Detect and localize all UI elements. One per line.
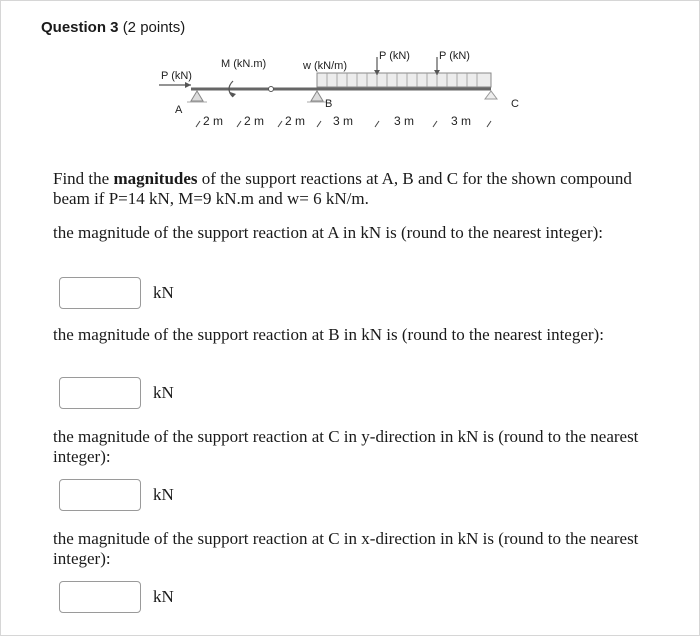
question-points: (2 points) [122, 19, 186, 36]
part-b-prompt: the magnitude of the support reaction at B in kN is (round to the nearest integer): [53, 325, 604, 344]
force-p-left-arrowhead [185, 82, 191, 88]
label-w: w (kN/m) [303, 60, 347, 72]
question-title: Question 3 [41, 19, 119, 36]
unit-label-b: kN [153, 383, 174, 402]
unit-label-cx: kN [153, 587, 174, 606]
part-a-prompt: the magnitude of the support reaction at A in kN is (round to the nearest integer): [53, 223, 603, 242]
label-p1: P (kN) [379, 50, 410, 62]
unit-label-cy: kN [153, 485, 174, 504]
unit-label-a: kN [153, 283, 174, 302]
support-c [485, 91, 497, 99]
label-p-left: P (kN) [161, 70, 192, 82]
label-c: C [511, 98, 519, 110]
part-cy-prompt: the magnitude of the support reaction at C in y-direction in kN is (round to the nearest integer): [53, 427, 639, 466]
dim-5: 3 m [394, 114, 415, 128]
dim-2: 2 m [244, 114, 265, 128]
distributed-load [317, 73, 491, 87]
question-header [41, 19, 185, 36]
dim-3: 2 m [285, 114, 306, 128]
label-p2: P (kN) [439, 50, 470, 62]
question-text: Find the magnitudes of the support reactions at A, B and C for the shown compound beam if P=14 kN, M=9 kN.m and w= 6 kN/m. [53, 169, 632, 208]
part-cx-prompt: the magnitude of the support reaction at C in x-direction in kN is (round to the nearest integer): [53, 529, 639, 568]
dim-4: 3 m [333, 114, 354, 128]
answer-input-a[interactable] [59, 277, 141, 309]
dim-1: 2 m [203, 114, 224, 128]
dim-6: 3 m [451, 114, 472, 128]
support-b [311, 91, 323, 101]
emphasis-magnitudes: magnitudes [113, 169, 198, 188]
hinge-pin [269, 87, 274, 92]
answer-input-b[interactable] [59, 377, 141, 409]
answer-input-cx[interactable] [59, 581, 141, 613]
support-a [191, 91, 203, 101]
label-moment: M (kN.m) [221, 58, 267, 70]
beam-diagram [141, 45, 521, 135]
label-b: B [325, 98, 333, 110]
answer-input-cy[interactable] [59, 479, 141, 511]
label-a: A [175, 104, 183, 116]
